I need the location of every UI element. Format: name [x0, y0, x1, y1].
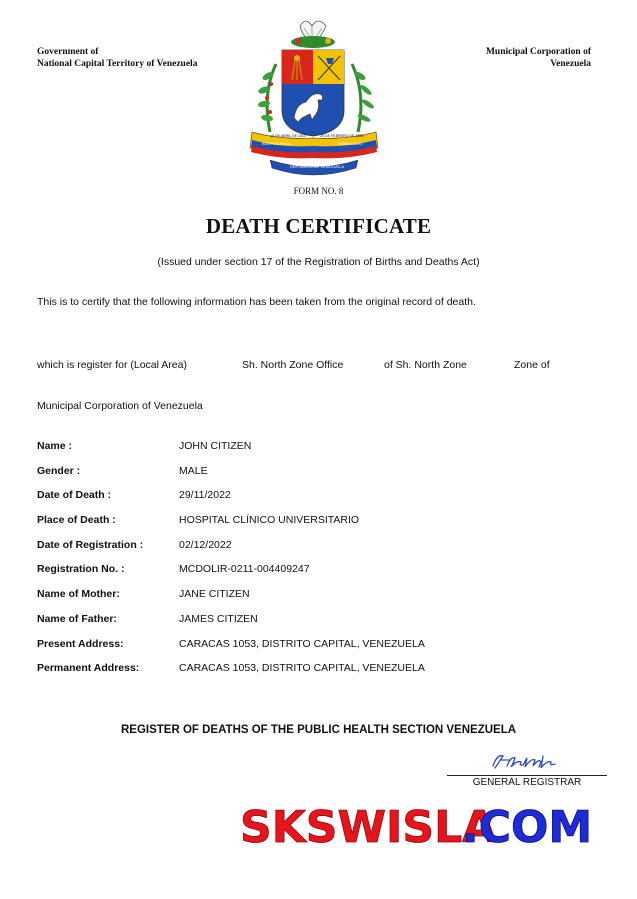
municipal-corporation: Municipal Corporation of Venezuela [37, 400, 203, 412]
field-label: Gender : [37, 464, 81, 477]
subtitle: (Issued under section 17 of the Registration of Births and Deaths Act) [157, 256, 480, 268]
header-left-line1: Government of [37, 47, 99, 57]
field-value: CARACAS 1053, DISTRITO CAPITAL, VENEZUELA [179, 662, 425, 675]
header-right [486, 46, 591, 70]
field-row-gender [37, 465, 557, 490]
signature-mark [489, 750, 561, 772]
field-row-registration-no [37, 563, 557, 588]
field-label: Name : [37, 440, 73, 452]
page-title: DEATH CERTIFICATE [205, 214, 432, 238]
field-label: Date of Death : [37, 489, 112, 502]
field-value: MCDOLIR-0211-004409247 [179, 563, 310, 576]
field-value: JAMES CITIZEN [179, 612, 258, 625]
field-row-father [37, 613, 557, 638]
field-label: Permanent Address: [37, 662, 140, 675]
field-value: MALE [179, 464, 208, 477]
ribbon-left-text: 19 DE ABRIL DE 1810 [270, 134, 307, 138]
signature-line [447, 775, 607, 776]
field-label: Name of Mother: [37, 588, 120, 601]
local-area-zone-of: Zone of [514, 359, 550, 371]
field-row-mother [37, 588, 557, 613]
field-row-present-address [37, 638, 557, 663]
ribbon-left-text-2: INDEPENDENCIA [262, 142, 292, 146]
header-right-line2: Venezuela [550, 59, 591, 69]
field-label: Name of Father: [37, 612, 117, 625]
watermark-part2: .COM [462, 802, 593, 853]
header-left [37, 46, 197, 70]
signature-label: GENERAL REGISTRAR [472, 777, 582, 788]
field-row-date-of-registration [37, 539, 557, 564]
form-number: FORM NO. 8 [293, 186, 344, 196]
field-label: Present Address: [37, 637, 124, 650]
local-area-office: Sh. North Zone Office [242, 359, 344, 371]
certify-text: This is to certify that the following information has been taken from the original record of death. [37, 296, 476, 308]
field-row-permanent-address [37, 662, 557, 687]
field-value: CARACAS 1053, DISTRITO CAPITAL, VENEZUELA [179, 637, 425, 650]
field-value: JANE CITIZEN [179, 588, 250, 601]
ribbon-bottom-text: REPUBLICA DE VENEZUELA [290, 164, 345, 169]
register-heading: REGISTER OF DEATHS OF THE PUBLIC HEALTH SECTION VENEZUELA [120, 724, 517, 736]
local-area-zone: of Sh. North Zone [384, 359, 467, 371]
ribbon-right-text-2: FEDERACION [338, 142, 362, 146]
field-row-name [37, 440, 557, 465]
local-area-prefix: which is register for (Local Area) [37, 359, 187, 371]
record-fields [37, 440, 557, 687]
field-label: Place of Death : [37, 514, 116, 527]
watermark-logo [240, 798, 600, 858]
field-row-place-of-death [37, 514, 557, 539]
field-label: Date of Registration : [37, 538, 144, 551]
field-value: HOSPITAL CLÍNICO UNIVERSITARIO [179, 514, 360, 527]
watermark-part1: SKSWISLA [240, 802, 497, 853]
field-value: 02/12/2022 [179, 538, 232, 551]
ribbon-right-text: 20 DE FEBRERO DE 1859 [320, 134, 364, 138]
header-left-line2: National Capital Territory of Venezuela [37, 59, 198, 69]
field-label: Registration No. : [37, 563, 125, 576]
header-right-line1: Municipal Corporation of [485, 47, 591, 57]
coat-of-arms-emblem [240, 14, 388, 182]
field-value: 29/11/2022 [179, 489, 231, 502]
field-row-date-of-death [37, 489, 557, 514]
field-value: JOHN CITIZEN [179, 440, 252, 452]
